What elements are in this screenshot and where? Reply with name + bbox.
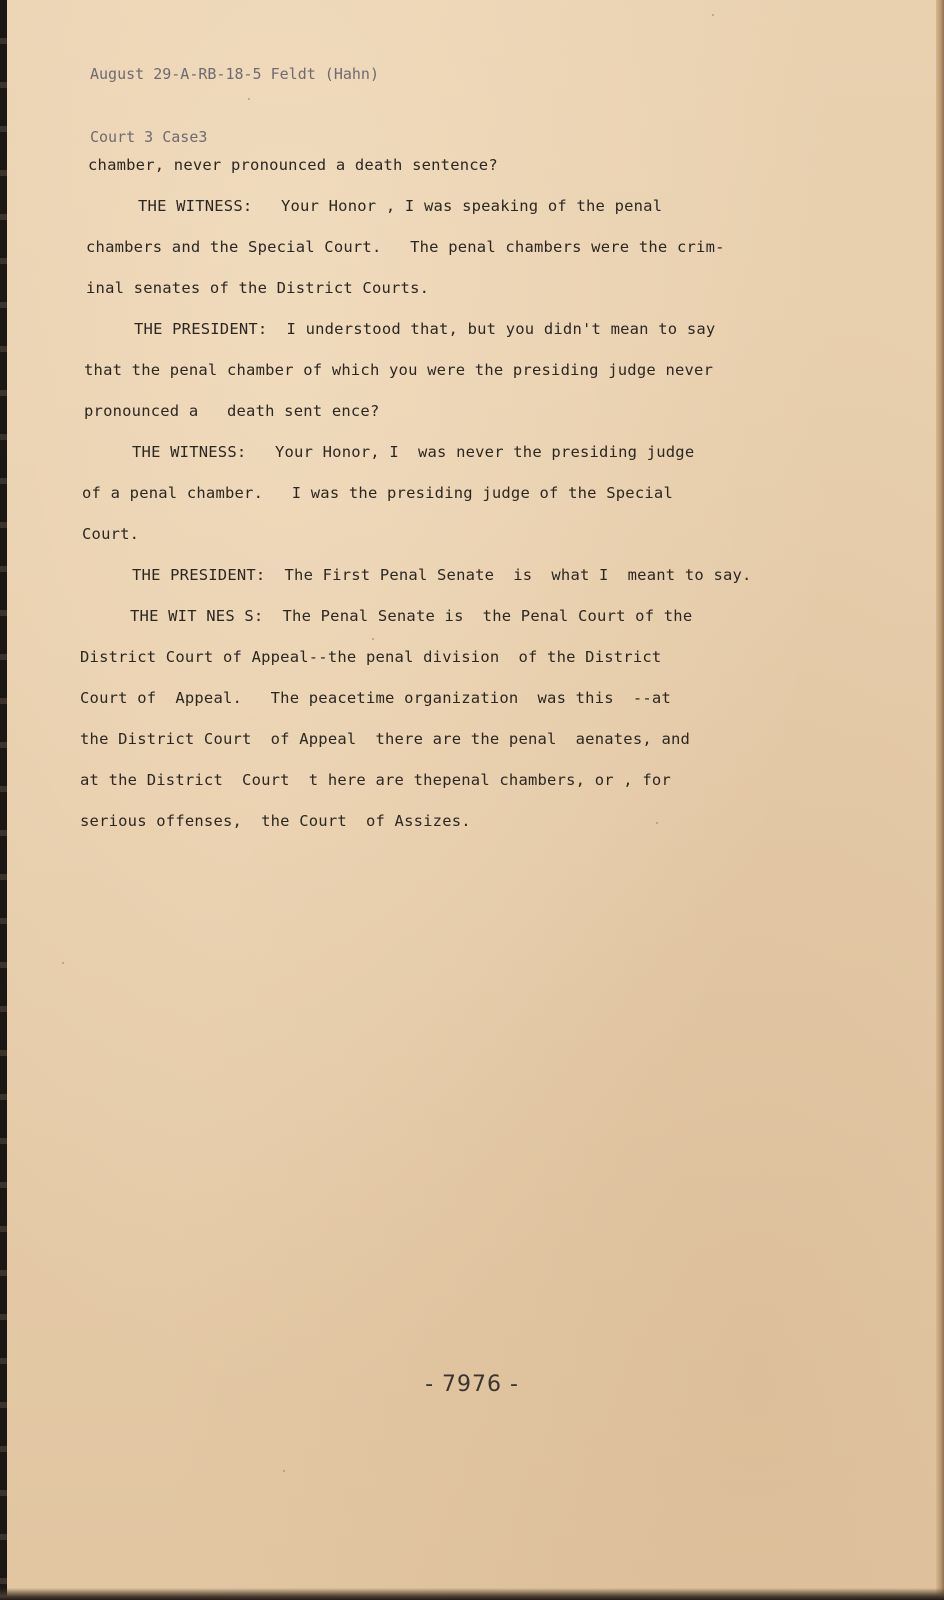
transcript-line: District Court of Appeal--the penal division of the District xyxy=(80,648,662,666)
transcript-line: the District Court of Appeal there are the penal aenates, and xyxy=(80,730,691,748)
header-court-case: Court 3 Case3 xyxy=(90,128,208,146)
transcript-line: inal senates of the District Courts. xyxy=(86,279,430,297)
header-case-reference: August 29-A-RB-18-5 Feldt (Hahn) xyxy=(90,65,379,83)
transcript-line: THE WITNESS: Your Honor, I was never the presiding judge xyxy=(132,443,695,461)
page-number: - 7976 - xyxy=(425,1372,519,1397)
paper-speck xyxy=(712,14,714,16)
paper-speck xyxy=(283,1470,285,1472)
paper-speck xyxy=(62,962,64,964)
transcript-body xyxy=(82,145,802,842)
scan-right-edge xyxy=(936,0,944,1600)
transcript-line: of a penal chamber. I was the presiding judge of the Special xyxy=(82,484,673,502)
transcript-line: Court of Appeal. The peacetime organization was this --at xyxy=(80,689,671,707)
transcript-line: pronounced a death sent ence? xyxy=(84,402,380,420)
transcript-line: THE WITNESS: Your Honor , I was speaking of the penal xyxy=(138,197,663,215)
scan-bottom-edge xyxy=(0,1588,944,1600)
transcript-line: that the penal chamber of which you were the presiding judge never xyxy=(84,361,714,379)
transcript-line: serious offenses, the Court of Assizes. xyxy=(80,812,471,830)
transcript-line: THE PRESIDENT: The First Penal Senate is what I meant to say. xyxy=(132,566,752,584)
transcript-line: chambers and the Special Court. The penal chambers were the crim- xyxy=(86,238,725,256)
transcript-line: THE PRESIDENT: I understood that, but you didn't mean to say xyxy=(134,320,716,338)
transcript-line: at the District Court t here are thepenal chambers, or , for xyxy=(80,771,671,789)
scan-left-edge xyxy=(0,0,7,1600)
transcript-line: THE WIT NES S: The Penal Senate is the Penal Court of the xyxy=(130,607,693,625)
transcript-line: chamber, never pronounced a death sentence? xyxy=(88,156,498,174)
transcript-line: Court. xyxy=(82,525,140,543)
